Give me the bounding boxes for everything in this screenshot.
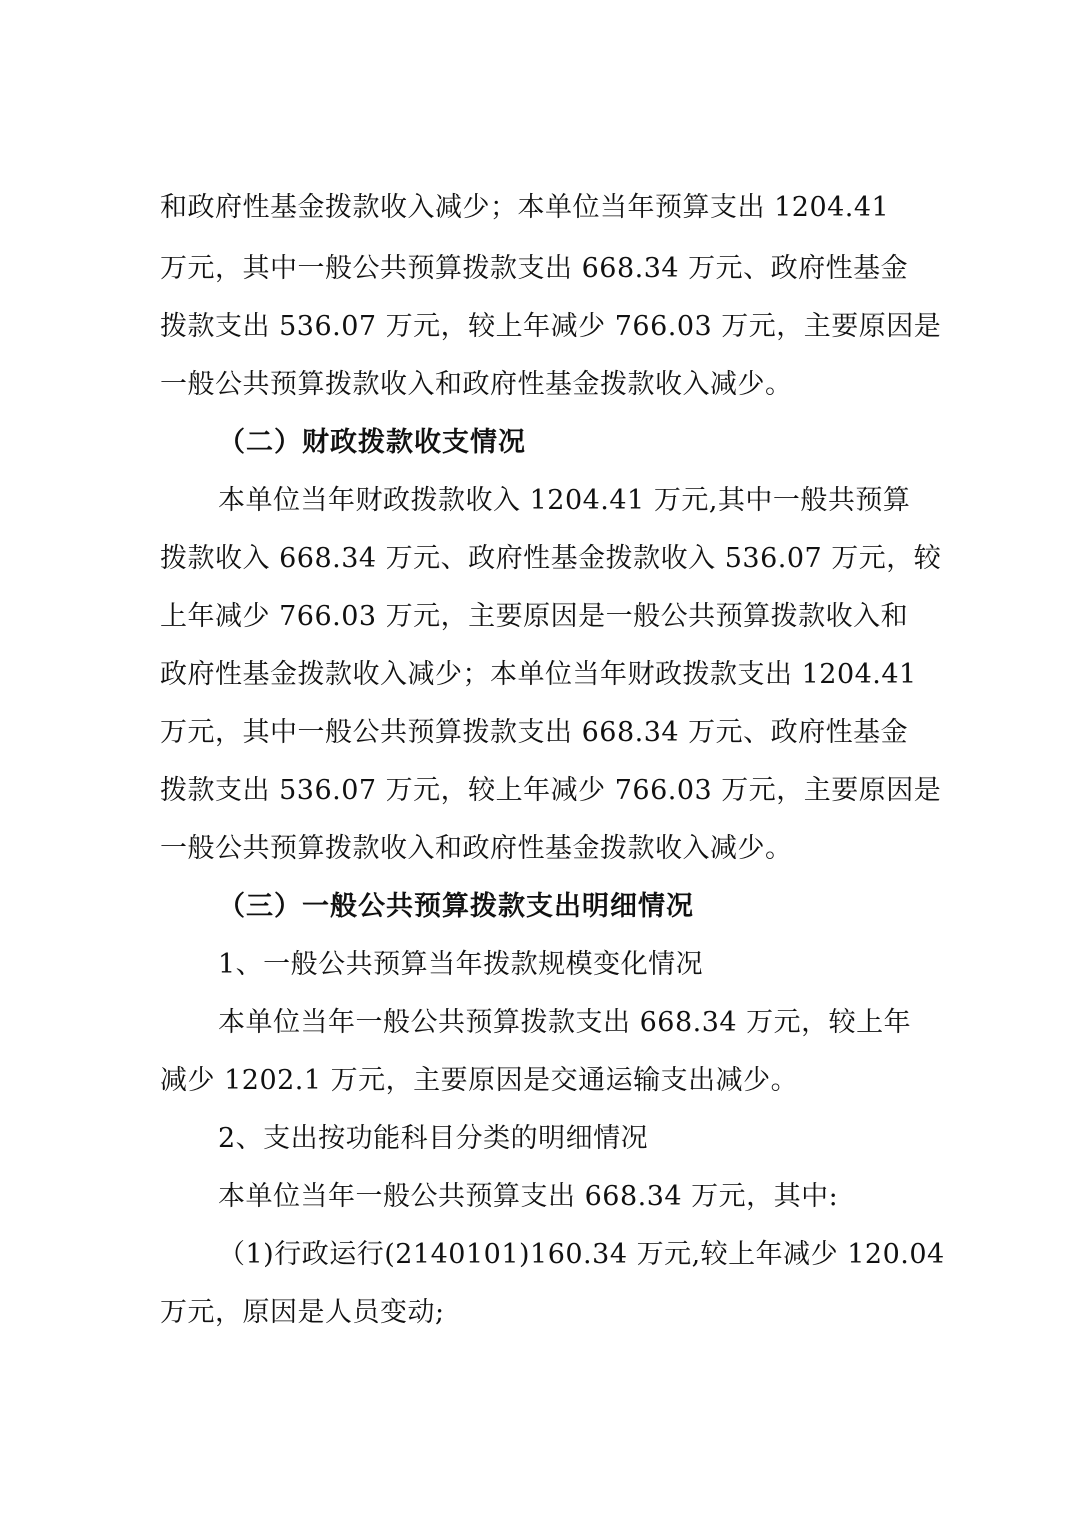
list-item-line: 万元，原因是人员变动;	[160, 1297, 445, 1328]
paragraph-line: 本单位当年一般公共预算支出 668.34 万元，其中:	[218, 1181, 839, 1212]
paragraph-line: 本单位当年一般公共预算拨款支出 668.34 万元，较上年	[218, 1007, 912, 1038]
section-heading-3: （三）一般公共预算拨款支出明细情况	[218, 891, 694, 922]
subsection-heading-1: 1、一般公共预算当年拨款规模变化情况	[218, 949, 704, 980]
paragraph-line: 拨款收入 668.34 万元、政府性基金拨款收入 536.07 万元，较	[160, 543, 942, 574]
section-heading-2: （二）财政拨款收支情况	[218, 427, 526, 458]
paragraph-line: 减少 1202.1 万元，主要原因是交通运输支出减少。	[160, 1065, 799, 1096]
paragraph-line: 和政府性基金拨款收入减少；本单位当年预算支出 1204.41	[160, 192, 890, 223]
paragraph-line: 上年减少 766.03 万元，主要原因是一般公共预算拨款收入和	[160, 601, 909, 632]
subsection-heading-2: 2、支出按功能科目分类的明细情况	[218, 1123, 649, 1154]
paragraph-line: 本单位当年财政拨款收入 1204.41 万元,其中一般共预算	[218, 485, 911, 516]
paragraph-line: 拨款支出 536.07 万元，较上年减少 766.03 万元，主要原因是	[160, 311, 942, 342]
paragraph-line: 一般公共预算拨款收入和政府性基金拨款收入减少。	[160, 369, 793, 400]
paragraph-line: 拨款支出 536.07 万元，较上年减少 766.03 万元，主要原因是	[160, 775, 942, 806]
list-item-line: （1)行政运行(2140101)160.34 万元,较上年减少 120.04	[218, 1239, 945, 1270]
paragraph-line: 政府性基金拨款收入减少；本单位当年财政拨款支出 1204.41	[160, 659, 917, 690]
paragraph-line: 一般公共预算拨款收入和政府性基金拨款收入减少。	[160, 833, 793, 864]
paragraph-line: 万元，其中一般公共预算拨款支出 668.34 万元、政府性基金	[160, 253, 909, 284]
paragraph-line: 万元，其中一般公共预算拨款支出 668.34 万元、政府性基金	[160, 717, 909, 748]
